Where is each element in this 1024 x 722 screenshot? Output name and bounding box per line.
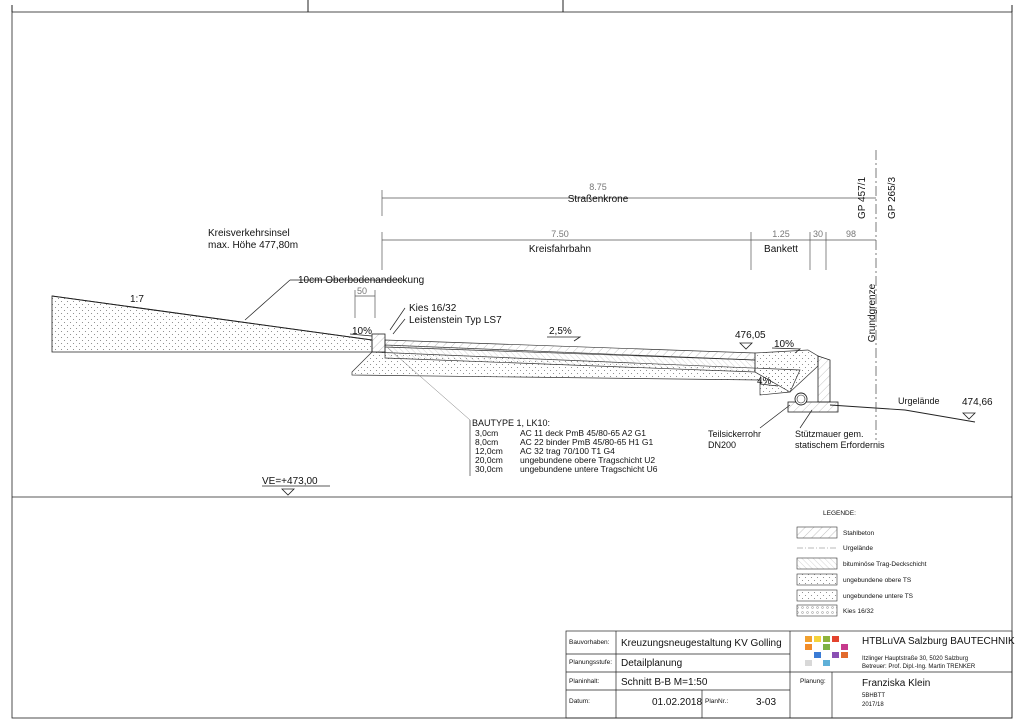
planung-label: Planung: [800,678,826,685]
logo-tile [832,652,839,658]
school-logo [805,636,848,666]
ground-line [830,405,975,422]
topsoil-label: 10cm Oberbodenandeckung [298,275,425,286]
pct-bankett: 10% [774,339,795,350]
dim-strassenkrone-label: Straßenkrone [567,194,629,205]
ve-label: VE=+473,00 [262,476,318,487]
logo-tile [814,636,821,642]
slope-label: 1:7 [130,294,144,305]
drain-pipe-label-1: Teilsickerrohr [708,429,762,439]
parcel-gp2: GP 265/3 [887,176,898,220]
parcel-gp1: GP 457/1 [857,176,868,220]
planungsstufe-label: Planungsstufe: [569,659,613,666]
legend-label: Urgelände [843,545,873,552]
dim-kreisfahrbahn-label: Kreisfahrbahn [528,244,592,255]
dim-50: 50 [356,286,368,296]
address: Itzlinger Hauptstraße 30, 5020 Salzburg [862,656,969,662]
datum-label: Datum: [569,698,590,705]
dim-bankett-value: 1.25 [772,229,790,239]
pct-drain: 4% [757,376,772,387]
dim-98: 98 [845,229,857,239]
logo-tile [841,652,848,658]
layer-desc: AC 11 deck PmB 45/80-65 A2 G1 [520,428,646,438]
logo-tile [823,636,830,642]
grundgrenze-label: Grundgrenze [867,283,878,343]
bauvorhaben-value: Kreuzungsneugestaltung KV Golling [621,638,782,649]
school-name: HTBLuVA Salzburg BAUTECHNIK [862,636,1015,647]
planinhalt-label: Planinhalt: [569,678,600,685]
bauvorhaben-label: Bauvorhaben: [569,639,610,646]
legend-label: Kies 16/32 [843,608,874,615]
planungsstufe-value: Detailplanung [621,658,683,669]
urgelaende-label: Urgelände [898,396,940,406]
legend-title: LEGENDE: [823,510,856,517]
title-block [566,631,1015,718]
logo-tile [823,660,830,666]
author-name: Franziska Klein [862,678,931,689]
logo-tile [823,644,830,650]
wall-label-1: Stützmauer gem. [795,429,864,439]
layer-thickness: 30,0cm [475,464,503,474]
legend-label: bituminöse Trag-Deckschicht [843,561,927,568]
legend-label: ungebundene obere TS [843,577,912,584]
layer-thickness: 3,0cm [475,428,499,438]
dimension-labels [357,182,856,296]
pct-left: 10% [352,326,373,337]
legend [797,510,927,616]
dim-strassenkrone-value: 8.75 [589,182,607,192]
curb [372,334,385,352]
planinhalt-value: Schnitt B-B M=1:50 [621,677,708,688]
logo-tile [814,652,821,658]
pct-lane: 2,5% [549,326,572,337]
retaining-wall [818,356,830,402]
wall-label-2: statischem Erfordernis [795,440,885,450]
class: 5BHBTT [862,693,886,699]
dim-kreisfahrbahn-value: 7.50 [551,229,569,239]
betreuer: Betreuer: Prof. Dipl.-Ing. Martin TRENKER [862,664,976,670]
layer-desc: ungebundene obere Tragschicht U2 [520,455,656,465]
layer-desc: ungebundene untere Tragschicht U6 [520,464,658,474]
dim-30: 30 [812,229,824,239]
layer-desc: AC 22 binder PmB 45/80-65 H1 G1 [520,437,654,447]
logo-tile [805,644,812,650]
wall-footing [788,402,838,412]
elev-edge: 476,05 [735,330,766,341]
plannr-value: 3-03 [756,697,777,708]
logo-tile [841,644,848,650]
year: 2017/18 [862,702,884,708]
layer-thickness: 12,0cm [475,446,503,456]
legend-label: Stahlbeton [843,530,875,537]
island-fill [52,296,372,352]
kies-label: Kies 16/32 [409,303,457,314]
logo-tile [805,660,812,666]
drain-pipe-label-2: DN200 [708,440,737,450]
elev-ground: 474,66 [962,397,993,408]
island-title: Kreisverkehrsinsel [208,228,290,239]
layer-desc: AC 32 trag 70/100 T1 G4 [520,446,615,456]
legend-label: ungebundene untere TS [843,593,913,600]
leistenstein-label: Leistenstein Typ LS7 [409,315,502,326]
logo-tile [805,636,812,642]
bautype-spec [472,418,658,474]
logo-tile [832,636,839,642]
plannr-label: PlanNr.: [705,698,729,705]
layer-thickness: 8,0cm [475,437,499,447]
datum-value: 01.02.2018 [652,697,703,708]
dim-bankett-label: Bankett [764,244,798,255]
layer-thickness: 20,0cm [475,455,503,465]
island-height: max. Höhe 477,80m [208,240,299,251]
bautype-title: BAUTYPE 1, LK10: [472,418,551,428]
